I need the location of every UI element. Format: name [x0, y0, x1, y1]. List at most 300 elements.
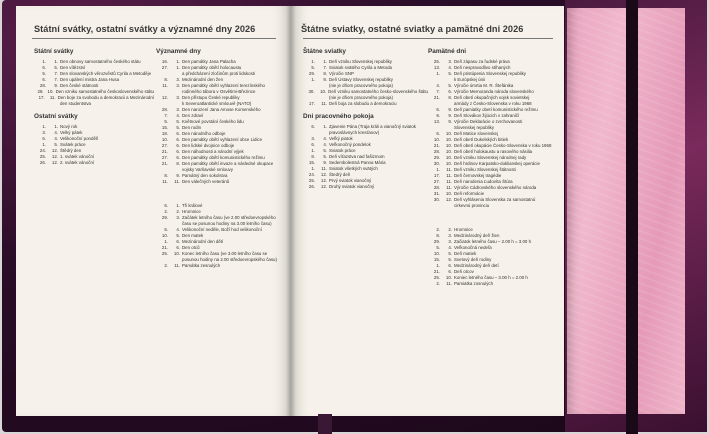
entry-day: 27. — [161, 143, 168, 148]
entry-month: 6. — [176, 137, 180, 142]
entry-day: 7. — [164, 113, 168, 118]
entry-day: 1. — [311, 77, 315, 82]
entry-month: 9. — [323, 77, 327, 82]
entry-text: času se posunou hodiny na 3.00 letního času) — [182, 221, 272, 226]
entry-day: 25. — [433, 59, 440, 64]
section-heading: Ostatní svátky — [34, 113, 78, 120]
entry-month: 6. — [448, 263, 452, 268]
left-page — [16, 6, 291, 416]
entry-month: 5. — [54, 65, 58, 70]
entry-day: 30. — [433, 197, 440, 202]
entry-month: 9. — [448, 119, 452, 124]
date-entry — [34, 160, 154, 166]
entry-text: Den rodin — [182, 125, 202, 130]
book-gutter — [286, 6, 296, 416]
entry-text: Den památky obětí vyhlazení obce Lidice — [182, 137, 263, 142]
entry-text: Deň černovskej tragédie — [454, 173, 502, 178]
entry-day: 2. — [164, 209, 168, 214]
entry-text: Deň pristúpenia Slovenskej republiky — [454, 71, 526, 76]
entry-day: 16. — [161, 59, 168, 64]
entry-text: Deň Ústavy Slovenskej republiky — [329, 77, 393, 82]
entry-month: 1. — [54, 124, 58, 129]
entry-month: 5. — [176, 125, 180, 130]
entry-month: 11. — [49, 95, 56, 100]
entry-month: 1. — [176, 65, 180, 70]
entry-text: Veľký piatok — [329, 136, 353, 141]
entry-text: Deň obetí holokaustu a rasového násilia — [454, 149, 533, 154]
entry-day: 3. — [42, 130, 46, 135]
entry-month: 3. — [176, 95, 180, 100]
entry-text: posunou hodiny na 2.00 středoevropského času) — [182, 257, 277, 262]
entry-month: 12. — [445, 197, 452, 202]
entry-text: Deň vzniku samostatného česko-slovenského štátu — [328, 89, 428, 94]
entry-day: 24. — [308, 172, 315, 177]
entry-text: Den památky obětí komunistického režimu — [182, 155, 265, 160]
entry-month: 9. — [448, 113, 452, 118]
entry-day: 4. — [436, 83, 440, 88]
entry-month: 11. — [446, 185, 452, 190]
entry-day: 6. — [164, 203, 168, 208]
entry-month: 5. — [54, 142, 58, 147]
bookmark-ribbon — [318, 414, 332, 434]
entry-month: 9. — [323, 160, 327, 165]
entry-text: Deň reformácie — [454, 191, 485, 196]
entry-day: 21. — [161, 149, 168, 154]
entry-day: 8. — [164, 77, 168, 82]
entry-text: rodinného tábora v Osvětimi-Březince — [182, 89, 256, 94]
entry-day: 21. — [433, 269, 440, 274]
section-heading: Pamätné dni — [428, 48, 466, 55]
entry-text: Tři králové — [182, 203, 203, 208]
entry-day: 28. — [37, 89, 44, 94]
entry-month: 5. — [176, 119, 180, 124]
entry-text: Sviatok všetkých svätých — [329, 166, 378, 171]
entry-day: 10. — [433, 251, 440, 256]
entry-day: 21. — [433, 95, 440, 100]
entry-text: Deň obetí Dukelských bitiek — [454, 137, 509, 142]
entry-month: 11. — [446, 281, 452, 286]
entry-text: Slovenskej republiky — [454, 125, 495, 130]
entry-text: Den národního odboje — [182, 131, 226, 136]
entry-month: 5. — [448, 251, 452, 256]
entry-day: 29. — [433, 155, 440, 160]
entry-month: 12. — [320, 178, 327, 183]
entry-month: 12. — [51, 154, 58, 159]
entry-day: 29. — [308, 71, 315, 76]
entry-month: 10. — [445, 191, 452, 196]
entry-month: 5. — [448, 257, 452, 262]
date-entry — [428, 203, 562, 209]
entry-text: Den obnovy samostatného českého státu — [60, 59, 141, 64]
entry-text: 1. svátek vánoční — [60, 154, 95, 159]
entry-month: 5. — [323, 148, 327, 153]
entry-day: 6. — [42, 136, 46, 141]
entry-text: Deň vzniku Slovenskej štátnosti — [454, 167, 516, 172]
entry-text: Den náhodnosti a národní výjek — [182, 149, 244, 154]
entry-text: Den válečných veteránů — [182, 179, 230, 184]
entry-month: 4. — [176, 113, 180, 118]
entry-month: 10. — [47, 89, 54, 94]
entry-text: Deň víťazstva nad fašizmom — [329, 154, 385, 159]
entry-text: Den boje za svobodu a demokracii a Mezinárodní — [57, 95, 154, 100]
section-spacer — [428, 209, 562, 227]
entry-day: 27. — [433, 179, 440, 184]
entry-day: 11. — [162, 83, 168, 88]
entry-month: 6. — [176, 149, 180, 154]
entry-day: 6. — [311, 124, 315, 129]
right-column-1 — [303, 48, 428, 190]
entry-month: 10. — [320, 89, 327, 94]
entry-text: Druhý sviatok vianočný — [329, 184, 375, 189]
entry-month: 12. — [320, 184, 327, 189]
entry-text: Výročie Deklarácie o zvrchovanosti — [454, 119, 523, 124]
entry-day: 15. — [161, 125, 168, 130]
entry-day: 1. — [436, 71, 440, 76]
entry-day: 26. — [39, 160, 46, 165]
entry-day: 2. — [436, 227, 440, 232]
entry-text: Den lidské dvojnice odboje — [182, 143, 235, 148]
entry-day — [34, 101, 48, 107]
entry-month: 1. — [323, 124, 327, 129]
entry-day: 5. — [164, 119, 168, 124]
entry-text: Deň zápasu za ľudské práva — [454, 59, 510, 64]
section-spacer — [156, 185, 288, 203]
entry-month: 4. — [448, 245, 452, 250]
entry-text: a předcházení zločinům proti lidskosti — [182, 71, 255, 76]
entry-text: Začátek letního času (ve 2.00 středoevropského — [182, 215, 276, 220]
entry-month: 3. — [448, 233, 452, 238]
entry-text: Výročie úmrtia M. R. Štefánika — [454, 83, 514, 88]
entry-month: 5. — [448, 71, 452, 76]
entry-month: 6. — [448, 269, 452, 274]
entry-month: 2. — [448, 227, 452, 232]
entry-day: 6. — [436, 107, 440, 112]
entry-day: 13. — [433, 65, 440, 70]
entry-month: 1. — [54, 59, 58, 64]
entry-text: Hromnice — [454, 227, 473, 232]
entry-month: 7. — [323, 65, 327, 70]
date-entry — [156, 179, 288, 185]
entry-month: 6. — [176, 239, 180, 244]
entry-month: 8. — [323, 71, 327, 76]
entry-text: Deň boja za slobodu a demokraciu — [329, 101, 397, 106]
entry-text: Výročie Cádrovského slovenského národa — [454, 185, 537, 190]
entry-day: 2. — [164, 263, 168, 268]
entry-text: cirkevnú provinciu — [454, 203, 490, 208]
entry-day: 1. — [311, 166, 315, 171]
entry-month: 10. — [445, 149, 452, 154]
entry-day: 1. — [42, 142, 46, 147]
entry-month: 5. — [323, 154, 327, 159]
entry-day: 5. — [436, 245, 440, 250]
entry-day: 25. — [161, 251, 168, 256]
entry-text: Velikonoční pondělí — [60, 136, 99, 141]
entry-month: 5. — [448, 83, 452, 88]
entry-day: 27. — [161, 65, 168, 70]
title-rule — [32, 38, 276, 39]
entry-text: Sedembolestná Panna Mária — [329, 160, 386, 165]
entry-month: 1. — [176, 203, 180, 208]
entry-day: 18. — [161, 131, 168, 136]
entry-text: Deň hrdinov Karpatsko-duklianskej operácie — [454, 161, 540, 166]
entry-text: (nie je dňom pracovného pokoja) — [329, 83, 393, 88]
entry-month: 12. — [51, 160, 58, 165]
entry-text: Prvý sviatok vianočný — [329, 178, 372, 183]
entry-day: 1. — [311, 148, 315, 153]
entry-month: 10. — [445, 131, 452, 136]
entry-text: Památný den sokolstva — [182, 173, 228, 178]
entry-text: vojsky Varšavské smlouvy — [182, 167, 233, 172]
entry-text: Svátek práce — [60, 142, 86, 147]
entry-day: 13. — [433, 119, 440, 124]
entry-text: Mezinárodní den dětí — [182, 239, 224, 244]
entry-text: Deň vzniku Slovenskej národnej rady — [454, 155, 527, 160]
entry-day: 31. — [433, 191, 440, 196]
entry-day: 10. — [161, 233, 168, 238]
entry-month: 3. — [448, 239, 452, 244]
entry-day: 5. — [164, 227, 168, 232]
entry-text: Deň otcov — [454, 269, 474, 274]
entry-day: 15. — [433, 257, 440, 262]
entry-text: Den otců — [182, 245, 200, 250]
entry-day: 1. — [42, 124, 46, 129]
entry-day: 1. — [164, 239, 168, 244]
entry-day: 5. — [311, 65, 315, 70]
entry-month: 2. — [176, 209, 180, 214]
entry-text: Sviatok práce — [329, 148, 356, 153]
entry-day — [428, 203, 442, 209]
entry-day: 25. — [39, 154, 46, 159]
entry-day: 6. — [42, 77, 46, 82]
entry-day: 17. — [38, 95, 45, 100]
entry-text: Veľkonočná nedeľa — [454, 245, 492, 250]
entry-day: 1. — [311, 59, 315, 64]
section-heading: Štátne sviatky — [303, 48, 346, 55]
entry-month: 3. — [176, 215, 180, 220]
entry-text: Výročie SNP — [329, 71, 354, 76]
date-entry — [303, 101, 428, 107]
entry-day: 24. — [39, 148, 46, 153]
entry-month: 6. — [176, 143, 180, 148]
date-entry — [34, 101, 154, 107]
entry-month: 6. — [176, 245, 180, 250]
entry-month: 4. — [54, 130, 58, 135]
entry-text: Deň matiek — [454, 251, 477, 256]
entry-month: 10. — [445, 155, 452, 160]
entry-month: 7. — [54, 77, 58, 82]
entry-text: Konec letního času (ve 3.00 letního času se — [182, 251, 268, 256]
entry-text: Pamiatka zosnulých — [454, 281, 494, 286]
entry-day: 28. — [39, 83, 46, 88]
entry-day: 1. — [436, 167, 440, 172]
entry-month: 11. — [174, 179, 180, 184]
right-page-title: Štátne sviatky, ostatné sviatky a pamätné dni 2026 — [301, 24, 524, 34]
entry-text: Den upálení mistra Jana Husa — [60, 77, 120, 82]
entry-month: 10. — [173, 251, 180, 256]
entry-month: 10. — [445, 137, 452, 142]
entry-text: Veľkonočný pondelok — [329, 142, 371, 147]
entry-month: 6. — [176, 155, 180, 160]
entry-month: 12. — [51, 148, 58, 153]
entry-text: den studentstva — [60, 101, 92, 106]
entry-day: 25. — [308, 178, 315, 183]
entry-day: 6. — [436, 131, 440, 136]
entry-month: 3. — [176, 83, 180, 88]
entry-text: Svetový deň rodiny — [454, 257, 492, 262]
entry-text: pravoslávnych kresťanov) — [329, 130, 380, 135]
entry-text: Deň nespravodlivo stíhaných — [454, 65, 511, 70]
entry-day: 8. — [164, 173, 168, 178]
entry-text: Deň narodenia Ľudovíta Štúra — [454, 179, 513, 184]
entry-month: 1. — [176, 59, 180, 64]
entry-text: Hromnice — [182, 209, 201, 214]
entry-day: 12. — [161, 95, 168, 100]
entry-month: 9. — [448, 107, 452, 112]
entry-text: Velikonoční neděle, Boží hod velikonoční — [182, 227, 262, 232]
entry-month: 9. — [176, 173, 180, 178]
entry-text: Koniec letného času – 3.00 h = 2.00 h — [454, 275, 528, 280]
entry-text: Štedrý deň — [329, 172, 351, 177]
entry-month: 1. — [323, 59, 327, 64]
entry-month: 3. — [448, 59, 452, 64]
entry-text: k Severoatlantické smlouvě (NATO) — [182, 101, 252, 106]
entry-month: 10. — [445, 275, 452, 280]
left-column-2 — [156, 48, 288, 269]
entry-day: 10. — [433, 137, 440, 142]
entry-day: 7. — [436, 89, 440, 94]
entry-text: Deň vzniku Slovenskej republiky — [329, 59, 392, 64]
entry-text: Den památky obětí holocaustu — [182, 65, 242, 70]
entry-month: 9. — [54, 83, 58, 88]
entry-text: Medzinárodný deň žien — [454, 233, 500, 238]
entry-day: 28. — [433, 185, 440, 190]
date-entry — [156, 263, 288, 269]
entry-text: Den narození Jana Amose Komenského — [182, 107, 261, 112]
entry-text: Den matek — [182, 233, 204, 238]
entry-text: Deň Slovákov žijúcich v zahraničí — [454, 113, 520, 118]
entry-day: 11. — [162, 179, 168, 184]
entry-day: 25. — [433, 275, 440, 280]
section-heading: Významné dny — [156, 48, 201, 55]
entry-day: 29. — [161, 215, 168, 220]
entry-month: 4. — [176, 227, 180, 232]
entry-day: 21. — [161, 245, 168, 250]
entry-text: Den přístupu České republiky — [182, 95, 240, 100]
entry-day: 9. — [436, 113, 440, 118]
entry-month: 11. — [446, 179, 452, 184]
entry-text: Den české státnosti — [60, 83, 99, 88]
entry-text: 2. svátek vánoční — [60, 160, 95, 165]
entry-text: Začiatok letného času – 2.00 h = 3.00 h — [454, 239, 532, 244]
elastic-band — [626, 0, 638, 434]
entry-month: 4. — [54, 136, 58, 141]
entry-text: (nie je dňom pracovného pokoja) — [329, 95, 393, 100]
entry-day: 26. — [308, 184, 315, 189]
entry-month: 10. — [445, 161, 452, 166]
entry-text: Velký pátek — [60, 130, 83, 135]
entry-day: 21. — [161, 161, 168, 166]
entry-day: 28. — [161, 107, 168, 112]
entry-text: Medzinárodný deň detí — [454, 263, 499, 268]
entry-day: 2. — [436, 281, 440, 286]
entry-text: Deň obetí okupácie Česko-Slovenska v roku 1968 — [454, 143, 552, 148]
entry-day: 10. — [161, 137, 168, 142]
left-page-title: Státní svátky, ostatní svátky a významné dny 2026 — [34, 24, 256, 34]
entry-month: 3. — [176, 107, 180, 112]
date-entry — [428, 281, 562, 287]
entry-month: 10. — [445, 143, 452, 148]
entry-month: 4. — [323, 136, 327, 141]
entry-month: 4. — [323, 142, 327, 147]
entry-day: 15. — [308, 160, 315, 165]
entry-day: 1. — [436, 263, 440, 268]
entry-day: 1. — [42, 59, 46, 64]
entry-text: k Európskej únii — [454, 77, 485, 82]
entry-text: Deň vyhlásenia Slovenska za samostatnú — [454, 197, 536, 202]
entry-text: armády z Česko-Slovenska v roku 1968 — [454, 101, 532, 106]
entry-text: Zjavenie Pána (Traja králi a vianočný sviatok — [329, 124, 416, 129]
section-heading: Dni pracovného pokoja — [303, 113, 374, 120]
entry-day: 27. — [161, 155, 168, 160]
entry-month: 7. — [54, 71, 58, 76]
entry-month — [442, 203, 454, 209]
entry-day: 17. — [433, 173, 440, 178]
entry-text: Deň obetí okupačných vojsk sovietskej — [454, 95, 530, 100]
entry-text: Květnové povstání českého lidu — [182, 119, 244, 124]
date-entry — [303, 184, 428, 190]
left-column-1 — [34, 48, 154, 166]
entry-month: 11. — [446, 167, 452, 172]
entry-day: 17. — [308, 101, 315, 106]
entry-month: 11. — [446, 173, 452, 178]
entry-month: 6. — [448, 89, 452, 94]
entry-day: 8. — [436, 233, 440, 238]
right-column-2 — [428, 48, 562, 287]
entry-text: Výročie Memoranda národa slovenského — [454, 89, 534, 94]
entry-text: Sviatok svätého Cyrila a Metoda — [329, 65, 392, 70]
entry-day: 3. — [311, 136, 315, 141]
entry-day: 6. — [311, 142, 315, 147]
entry-day: 6. — [42, 65, 46, 70]
entry-text: Den zdraví — [182, 113, 204, 118]
entry-day: 21. — [433, 143, 440, 148]
entry-month: 8. — [448, 95, 452, 100]
title-rule — [303, 38, 553, 39]
entry-month: 11. — [174, 263, 180, 268]
entry-day: 30. — [308, 89, 315, 94]
entry-month: 3. — [176, 77, 180, 82]
entry-text: Deň pamiatky obetí komunistického režimu — [454, 107, 538, 112]
entry-text: Deň Matice slovenskej — [454, 131, 498, 136]
section-heading: Státní svátky — [34, 48, 74, 55]
entry-month: 11. — [321, 166, 327, 171]
entry-month: 8. — [176, 161, 180, 166]
entry-month: 11. — [321, 101, 327, 106]
entry-day: 5. — [42, 71, 46, 76]
entry-day: 29. — [433, 239, 440, 244]
entry-text: Památka zesnulých — [182, 263, 221, 268]
entry-day: 28. — [433, 149, 440, 154]
entry-text: Den památky Jana Palacha — [182, 59, 236, 64]
entry-month: 12. — [320, 172, 327, 177]
entry-text: Den vítězství — [60, 65, 86, 70]
entry-month — [48, 101, 60, 107]
entry-text: Den vzniku samostatného československého státu — [55, 89, 154, 94]
entry-text: Den slovanských věrozvěstů Cyrila a Metoděje — [60, 71, 152, 76]
entry-month: 6. — [176, 131, 180, 136]
entry-text: Mezinárodní den žen — [182, 77, 224, 82]
entry-day: 30. — [433, 161, 440, 166]
